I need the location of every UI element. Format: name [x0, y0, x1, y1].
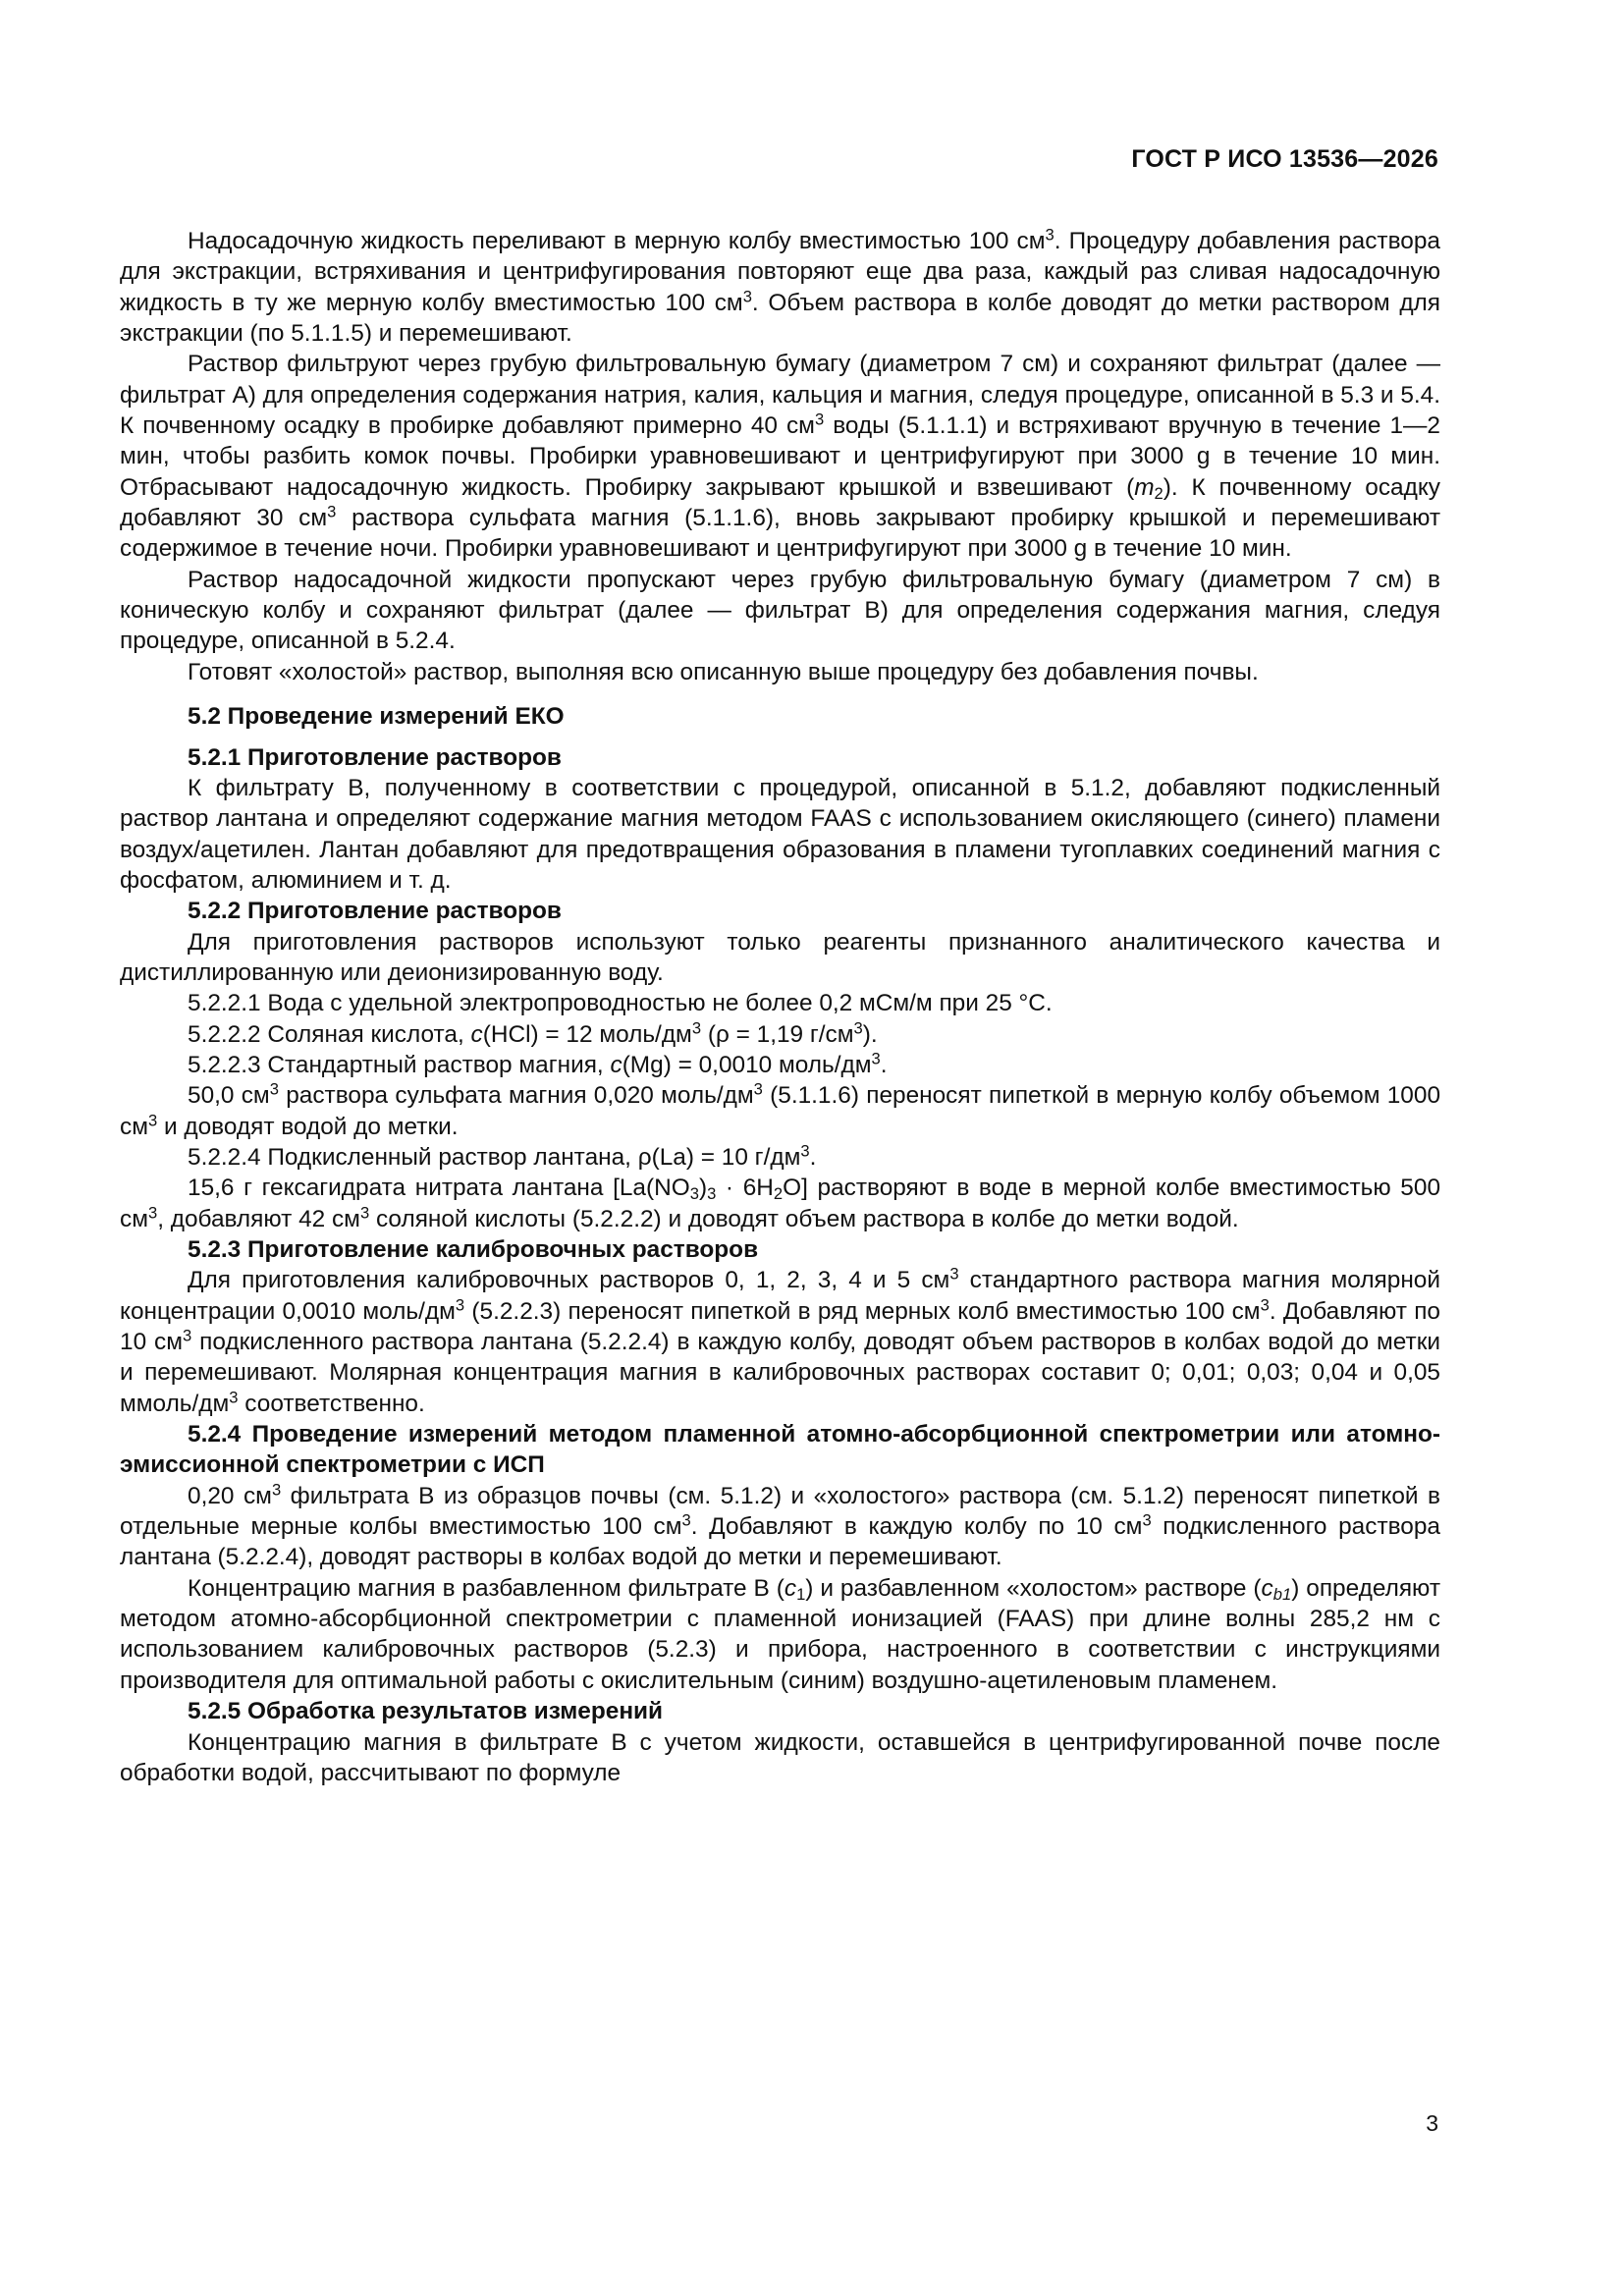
text-segment: . [809, 1143, 817, 1171]
text-segment: . Процедуру добавления раствора для экстракции, встряхивания и центрифугирования повторяют еще два раза, каждый раз сливая надосадочную жидкость в ту же мерную колбу вместимостью 100 см [120, 228, 1440, 316]
text-segment: . Объем раствора в колбе доводят до метки раствором для экстракции (по 5.1.1.5) и перемешивают. [120, 289, 1440, 348]
text-segment: (HCl) = 12 моль/дм [482, 1020, 692, 1048]
variable: c [610, 1051, 622, 1078]
paragraph-5-2-2-4 [120, 1142, 1440, 1173]
text-segment: ) определяют методом атомно-абсорбционной спектрометрии с пламенной ионизацией (FAAS) при длине волны 285,2 нм с использованием калибровочных растворов (5.2.3) и прибора, настроенного в соответствии с инструкциями производителя для оптимальной работы с окислительным (синим) воздушно-ацетиленовым пламенем. [120, 1574, 1440, 1694]
text-segment: Для приготовления растворов используют только реагенты признанного аналитического качества и дистиллированную или деионизированную воду. [120, 928, 1440, 986]
subscript: b1 [1272, 1584, 1292, 1604]
superscript: 3 [814, 410, 825, 429]
text-segment: . [880, 1051, 888, 1078]
superscript: 3 [871, 1049, 881, 1068]
document-body [120, 226, 1440, 1788]
superscript: 3 [800, 1141, 810, 1161]
text-segment: ) [698, 1175, 708, 1202]
text-segment: ) и разбавленном «холостом» растворе ( [805, 1574, 1262, 1602]
text-segment: Концентрацию магния в фильтрате В с учетом жидкости, оставшейся в центрифугированной почве после обработки водой, рассчитывают по формуле [120, 1728, 1440, 1786]
text-segment: · 6H [716, 1175, 774, 1202]
variable: c [784, 1574, 797, 1602]
text-segment: 5.2.2.3 Стандартный раствор магния, [188, 1051, 611, 1078]
paragraph-filtration-b [120, 565, 1440, 657]
text-segment: 50,0 см [188, 1082, 270, 1110]
document-header: ГОСТ Р ИСО 13536—2026 [1131, 145, 1438, 173]
paragraph-blank-solution [120, 657, 1440, 687]
page-number: 3 [1426, 2110, 1438, 2136]
text-segment: стандартного раствора магния молярной концентрации 0,0010 моль/дм [120, 1267, 1440, 1325]
text-segment: O] растворяют в воде в мерной колбе вместимостью 500 см [120, 1175, 1441, 1232]
superscript: 3 [949, 1264, 959, 1284]
text-segment: К фильтрату В, полученному в соответствии с процедурой, описанной в 5.1.2, добавляют подкисленный раствор лантана и определяют содержание магния методом FAAS с использованием окисляющего (синего) пламени воздух/ацетилен. Лантан добавляют для предотвращения образования в пламени тугоплавких соединений магния с фосфатом, алюминием и т. д. [120, 774, 1440, 894]
paragraph-reagents [120, 927, 1440, 989]
variable: c [470, 1020, 483, 1048]
superscript: 3 [147, 1111, 158, 1129]
superscript: 3 [1142, 1510, 1152, 1530]
superscript: 3 [753, 1079, 763, 1099]
text-segment: Раствор фильтруют через грубую фильтровальную бумагу (диаметром 7 см) и сохраняют фильтрат (далее — фильтрат А) для определения содержания натрия, калия, кальция и магния, следуя процедуре, описанной в 5.3 и 5.4. К почвенному осадку в пробирке добавляют примерно 40 см [120, 351, 1440, 440]
paragraph-result-processing [120, 1727, 1440, 1789]
text-segment: подкисленного раствора лантана (5.2.2.4) в каждую колбу, доводят объем растворов в колбах водой до метки и перемешивают. Молярная концентрация магния в калибровочных растворах составит 0; 0,01; 0,03; 0,04 и 0,05 ммоль/дм [120, 1329, 1441, 1417]
text-segment: 5.2.2.4 Подкисленный раствор лантана, ρ(La) = 10 г/дм [188, 1143, 801, 1171]
text-segment: 5.2.2.1 Вода с удельной электропроводностью не более 0,2 мСм/м при 25 °С. [188, 990, 1053, 1017]
paragraph-lanthanum-nitrate-prep [120, 1173, 1440, 1234]
text-segment: 5.2.2.2 Соляная кислота, [188, 1020, 471, 1048]
paragraph-5-2-2-2 [120, 1019, 1440, 1050]
text-segment: и доводят водой до метки. [157, 1113, 459, 1140]
superscript: 3 [1260, 1295, 1270, 1315]
paragraph-5-2-2-1 [120, 988, 1440, 1018]
text-segment: (Mg) = 0,0010 моль/дм [622, 1051, 872, 1078]
text-segment: воды (5.1.1.1) и встряхивают вручную в течение 1—2 мин, чтобы разбить комок почвы. Пробирки уравновешивают и центрифугируют при 3000 g в течение 10 мин. Отбрасывают надосадочную жидкость. Пробирку закрывают крышкой и взвешивают ( [120, 412, 1440, 501]
superscript: 3 [742, 287, 752, 306]
text-segment: фильтрата В из образцов почвы (см. 5.1.2) и «холостого» раствора (см. 5.1.2) переносят пипеткой в отдельные мерные колбы вместимостью 100 см [120, 1482, 1441, 1541]
text-segment: (5.2.2.3) переносят пипеткой в ряд мерных колб вместимостью 100 см [464, 1297, 1261, 1325]
text-segment: Раствор надосадочной жидкости пропускают через грубую фильтровальную бумагу (диаметром 7 см) в коническую колбу и сохраняют фильтрат (далее — фильтрат В) для определения содержания магния, следуя процедуре, описанной в 5.2.4. [120, 566, 1440, 655]
superscript: 3 [359, 1203, 370, 1223]
superscript: 3 [147, 1203, 158, 1223]
paragraph-sample-dilution [120, 1481, 1440, 1573]
text-segment: . Добавляют по 10 см [120, 1297, 1440, 1356]
text-segment: 0,20 см [188, 1482, 272, 1509]
superscript: 3 [229, 1388, 239, 1407]
variable: c [1261, 1574, 1273, 1602]
superscript: 3 [681, 1510, 691, 1530]
section-heading-5-2: 5.2 Проведение измерений ЕКО [188, 703, 565, 731]
text-segment: соответственно. [238, 1390, 425, 1417]
superscript: 3 [853, 1017, 863, 1037]
text-segment: соляной кислоты (5.2.2.2) и доводят объем раствора в колбе до метки водой. [369, 1205, 1239, 1232]
section-heading-5-2-4: 5.2.4 Проведение измерений методом пламенной атомно-абсорбционной спектрометрии или атомно-эмиссионной спектрометрии с ИСП [120, 1421, 1440, 1479]
subscript: 3 [689, 1184, 699, 1204]
paragraph-filtration-a [120, 349, 1440, 564]
text-segment: раствора сульфата магния 0,020 моль/дм [278, 1082, 754, 1110]
paragraph-magnesium-standard-prep [120, 1080, 1440, 1142]
section-heading-5-2-3: 5.2.3 Приготовление калибровочных растворов [188, 1236, 759, 1263]
paragraph-faas-measurement [120, 1573, 1440, 1696]
paragraph-supernatant-transfer [120, 226, 1440, 349]
superscript: 3 [327, 502, 337, 521]
subscript: 3 [707, 1184, 717, 1204]
subscript: 2 [1154, 483, 1163, 503]
text-segment: . Добавляют в каждую колбу по 10 см [690, 1513, 1143, 1541]
text-segment: (5.1.1.6) переносят пипеткой в мерную колбу объемом 1000 см [120, 1082, 1441, 1140]
section-heading-5-2-1: 5.2.1 Приготовление растворов [188, 743, 562, 771]
text-segment: Для приготовления калибровочных растворов 0, 1, 2, 3, 4 и 5 см [188, 1267, 950, 1294]
text-segment: ). [862, 1020, 878, 1048]
superscript: 3 [455, 1295, 465, 1315]
superscript: 3 [1045, 225, 1055, 245]
paragraph-5-2-2-3 [120, 1050, 1440, 1080]
variable: m [1134, 473, 1155, 501]
superscript: 3 [183, 1326, 192, 1345]
text-segment: Концентрацию магния в разбавленном фильтрате В ( [188, 1574, 784, 1602]
text-segment: 15,6 г гексагидрата нитрата лантана [La(NO [188, 1175, 690, 1202]
subscript: 2 [773, 1184, 784, 1204]
text-segment: (ρ = 1,19 г/см [701, 1020, 854, 1048]
paragraph-calibration-solutions [120, 1265, 1440, 1419]
section-heading-5-2-5: 5.2.5 Обработка результатов измерений [188, 1698, 664, 1725]
text-segment: , добавляют 42 см [157, 1205, 360, 1232]
superscript: 3 [269, 1079, 279, 1099]
section-heading-5-2-2: 5.2.2 Приготовление растворов [188, 898, 562, 925]
superscript: 3 [271, 1480, 282, 1500]
text-segment: Надосадочную жидкость переливают в мерную колбу вместимостью 100 см [188, 228, 1046, 254]
text-segment: ). К почвенному осадку добавляют 30 см [120, 473, 1440, 532]
text-segment: Готовят «холостой» раствор, выполняя всю описанную выше процедуру без добавления почвы. [188, 658, 1259, 685]
text-segment: подкисленного раствора лантана (5.2.2.4), доводят растворы в колбах водой до метки и перемешивают. [120, 1513, 1440, 1571]
text-segment: раствора сульфата магния (5.1.1.6), вновь закрывают пробирку крышкой и перемешивают содержимое в течение ночи. Пробирки уравновешивают и центрифугируют при 3000 g в течение 10 мин. [120, 505, 1440, 563]
subscript: 1 [796, 1584, 806, 1604]
paragraph-lanthanum-addition [120, 773, 1440, 896]
superscript: 3 [691, 1017, 702, 1037]
